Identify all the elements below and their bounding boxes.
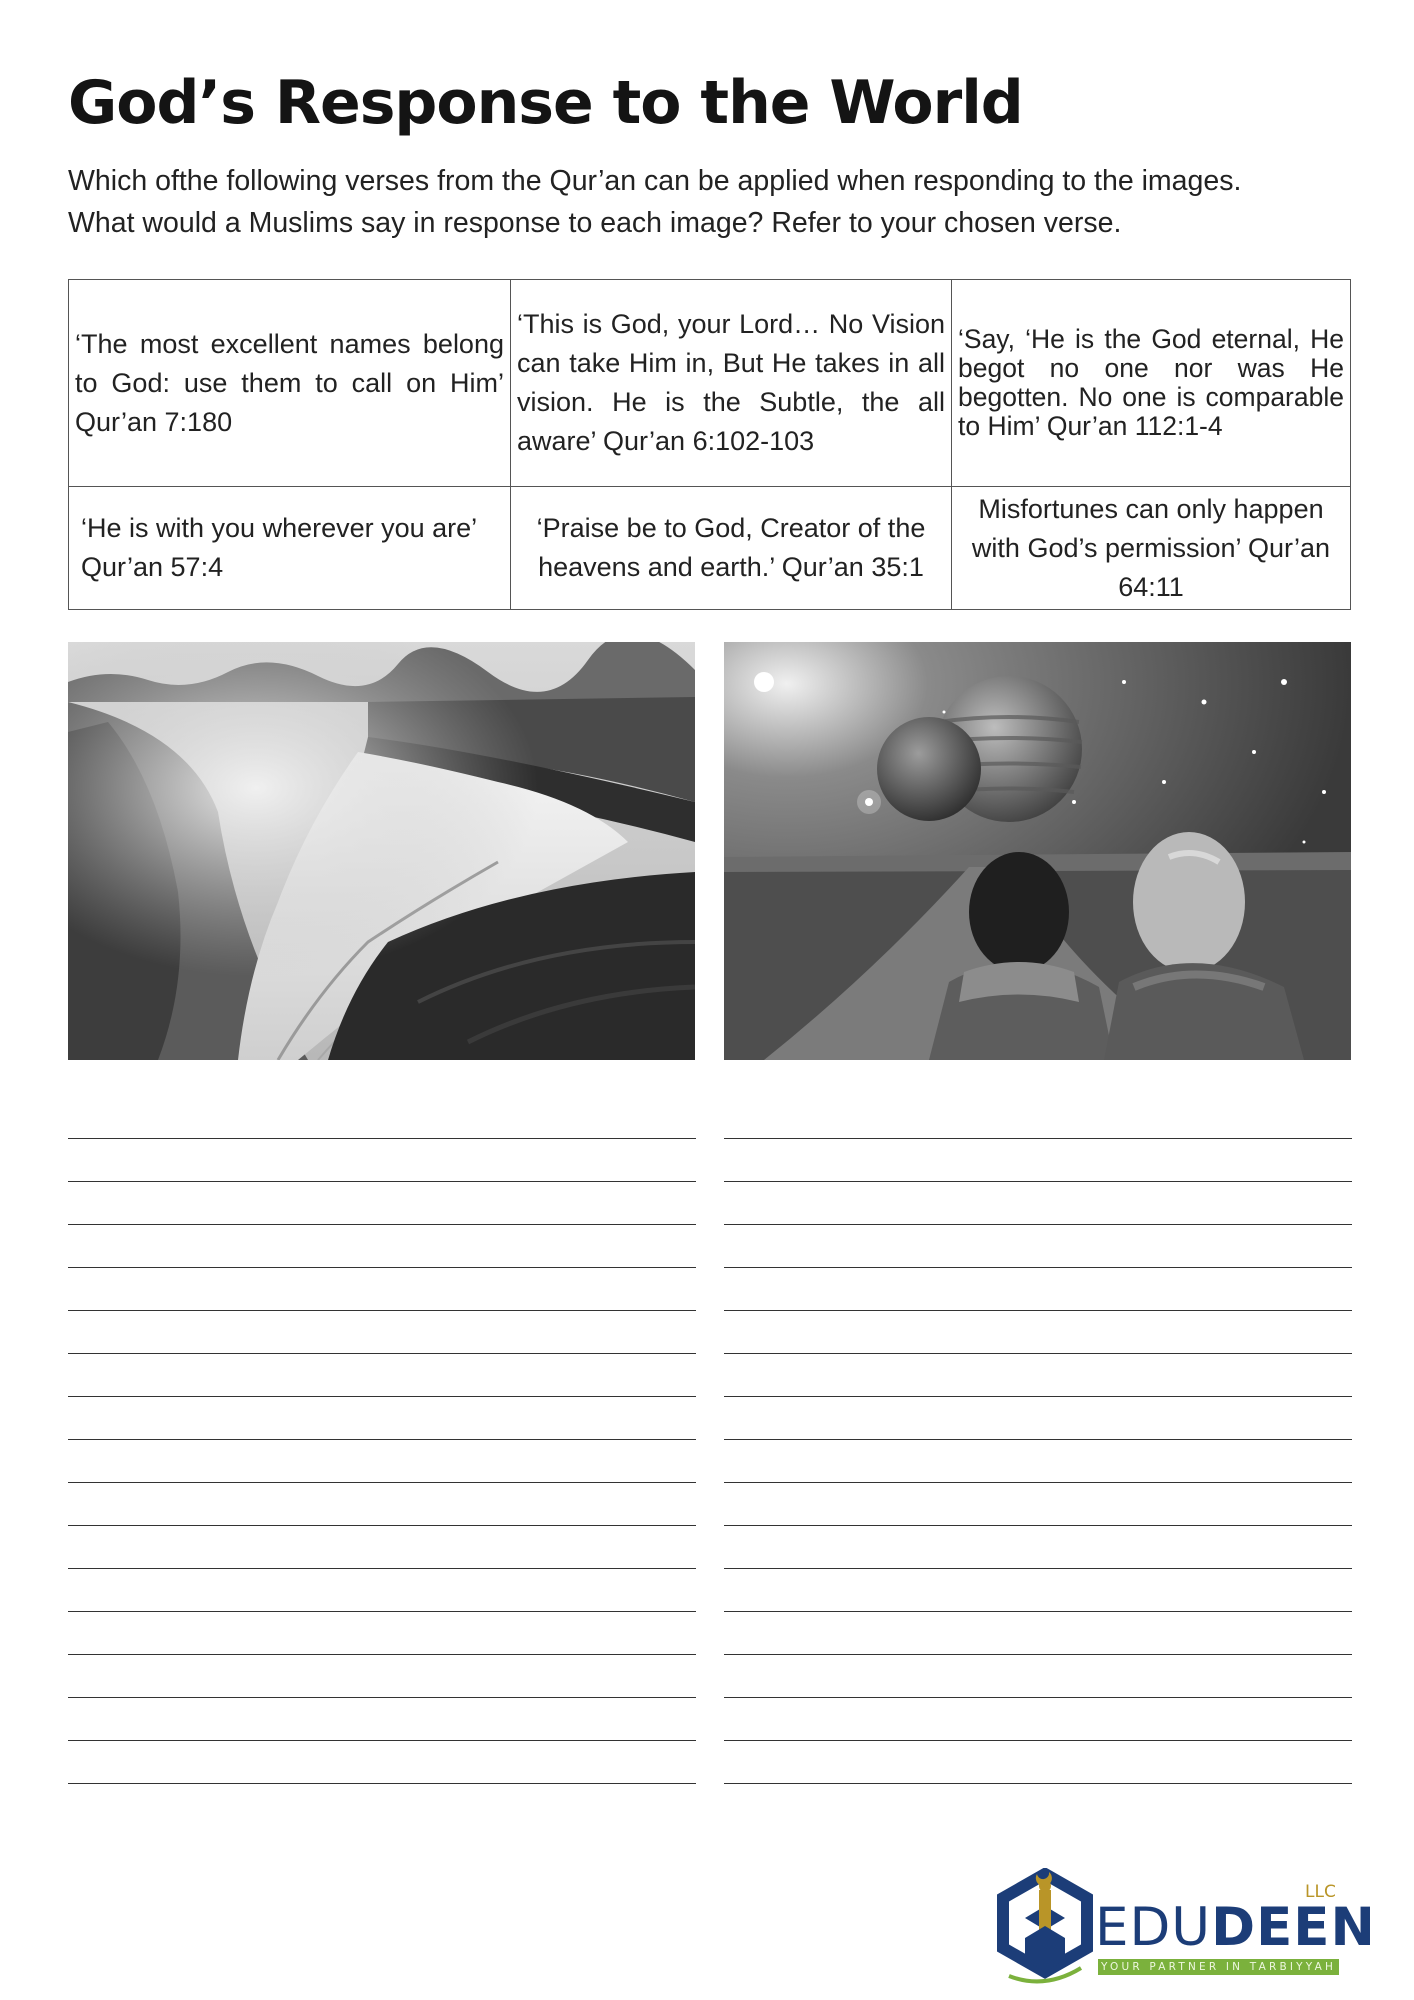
- answer-line[interactable]: [724, 1440, 1352, 1483]
- page-title: God’s Response to the World: [68, 68, 1023, 138]
- edudeen-logo: [995, 1868, 1376, 1988]
- answer-line[interactable]: [724, 1311, 1352, 1354]
- answer-line[interactable]: [724, 1139, 1352, 1182]
- verse-table: [68, 279, 1351, 610]
- verse-cell: ‘He is with you wherever you are’ Qur’an 57:4: [69, 487, 511, 610]
- answer-line[interactable]: [724, 1354, 1352, 1397]
- answer-lines-right[interactable]: [724, 1096, 1352, 1784]
- answer-lines-left[interactable]: [68, 1096, 696, 1784]
- answer-line[interactable]: [724, 1569, 1352, 1612]
- answer-line[interactable]: [724, 1612, 1352, 1655]
- planets-photo: [724, 642, 1351, 1060]
- answer-line[interactable]: [68, 1354, 696, 1397]
- answer-line[interactable]: [68, 1526, 696, 1569]
- instruction-line: What would a Muslims say in response to each image? Refer to your chosen verse.: [68, 207, 1122, 239]
- edudeen-mark-icon: [995, 1868, 1095, 1986]
- answer-line[interactable]: [68, 1397, 696, 1440]
- answer-line[interactable]: [68, 1096, 696, 1139]
- answer-line[interactable]: [724, 1698, 1352, 1741]
- answer-line[interactable]: [68, 1182, 696, 1225]
- instruction-line: Which ofthe following verses from the Qur’an can be applied when responding to the images.: [68, 165, 1242, 197]
- waterfall-photo: [68, 642, 695, 1060]
- answer-line[interactable]: [68, 1655, 696, 1698]
- answer-line[interactable]: [724, 1741, 1352, 1784]
- verse-row: [69, 280, 1351, 487]
- answer-line[interactable]: [68, 1698, 696, 1741]
- answer-line[interactable]: [724, 1096, 1352, 1139]
- verse-row: [69, 487, 1351, 610]
- answer-line[interactable]: [724, 1655, 1352, 1698]
- verse-cell: Misfortunes can only happen with God’s permission’ Qur’an 64:11: [952, 487, 1351, 610]
- answer-line[interactable]: [68, 1268, 696, 1311]
- answer-line[interactable]: [68, 1612, 696, 1655]
- answer-line[interactable]: [724, 1483, 1352, 1526]
- answer-line[interactable]: [724, 1225, 1352, 1268]
- instructions: [68, 160, 1368, 244]
- answer-line[interactable]: [68, 1483, 696, 1526]
- answer-line[interactable]: [724, 1526, 1352, 1569]
- logo-tagline: YOUR PARTNER IN TARBIYYAH: [1098, 1959, 1339, 1975]
- answer-line[interactable]: [68, 1440, 696, 1483]
- answer-line[interactable]: [724, 1268, 1352, 1311]
- answer-line[interactable]: [68, 1311, 696, 1354]
- verse-cell: ‘Say, ‘He is the God eternal, He begot no one nor was He begotten. No one is comparable to Him’ Qur’an 112:1-4: [952, 280, 1351, 487]
- verse-cell: ‘The most excellent names belong to God: use them to call on Him’ Qur’an 7:180: [69, 280, 511, 487]
- verse-cell: ‘This is God, your Lord… No Vision can take Him in, But He takes in all vision. He is the Subtle, the all aware’ Qur’an 6:102-103: [511, 280, 952, 487]
- answer-line[interactable]: [68, 1139, 696, 1182]
- answer-line[interactable]: [68, 1569, 696, 1612]
- logo-llc: LLC: [1305, 1882, 1336, 1902]
- logo-wordmark: EDUDEEN: [1095, 1897, 1376, 1958]
- answer-line[interactable]: [724, 1182, 1352, 1225]
- answer-line[interactable]: [68, 1741, 696, 1784]
- answer-line[interactable]: [68, 1225, 696, 1268]
- answer-line[interactable]: [724, 1397, 1352, 1440]
- verse-cell: ‘Praise be to God, Creator of the heavens and earth.’ Qur’an 35:1: [511, 487, 952, 610]
